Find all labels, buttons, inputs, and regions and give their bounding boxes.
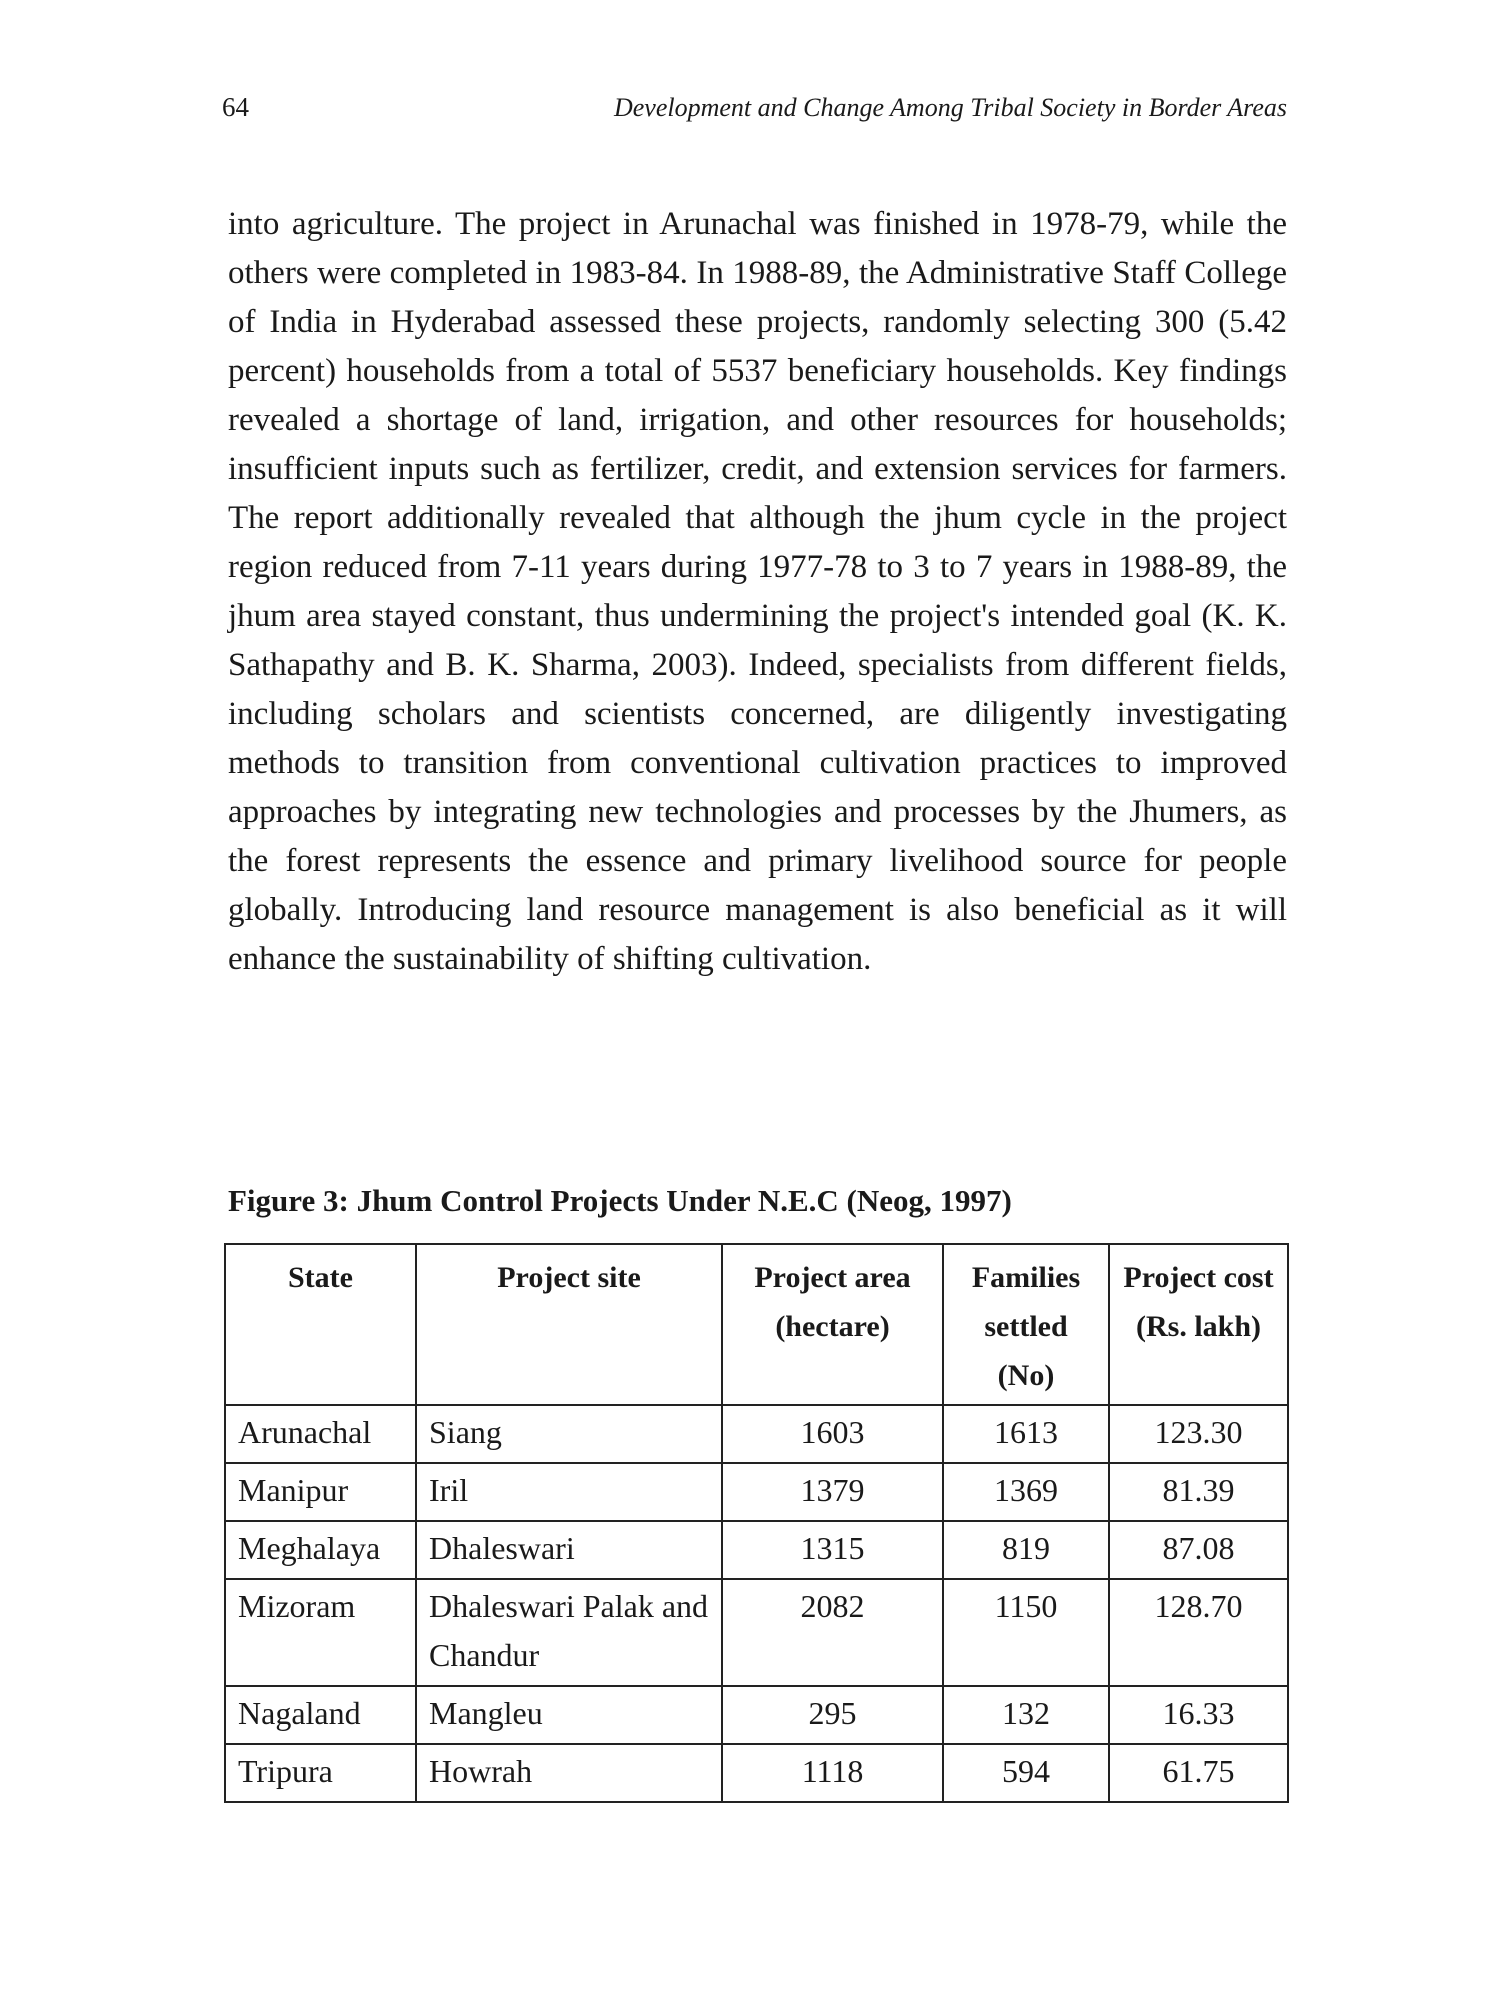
column-header-project-cost: Project cost (Rs. lakh) bbox=[1109, 1244, 1288, 1405]
cell-state: Arunachal bbox=[225, 1405, 416, 1463]
cell-project-site: Dhaleswari bbox=[416, 1521, 722, 1579]
body-paragraph: into agriculture. The project in Arunachal was finished in 1978-79, while the others were completed in 1983-84. In 1988-89, the Administrative Staff College of India in Hyderabad assessed these projects, randomly selecting 300 (5.42 percent) households from a total of 5537 beneficiary households. Key findings revealed a shortage of land, irrigation, and other resources for households; insufficient inputs such as fertilizer, credit, and extension services for farmers. The report additionally revealed that although the jhum cycle in the project region reduced from 7-11 years during 1977-78 to 3 to 7 years in 1988-89, the jhum area stayed constant, thus undermining the project's intended goal (K. K. Sathapathy and B. K. Sharma, 2003). Indeed, specialists from different fields, including scholars and scientists concerned, are diligently investigating methods to transition from conventional cultivation practices to improved approaches by integrating new technologies and processes by the Jhumers, as the forest represents the essence and primary livelihood source for people globally. Introducing land resource management is also beneficial as it will enhance the sustainability of shifting cultivation. bbox=[228, 206, 1287, 977]
cell-project-cost: 87.08 bbox=[1109, 1521, 1288, 1579]
column-header-state: State bbox=[225, 1244, 416, 1405]
table-row bbox=[225, 1686, 1288, 1744]
cell-families-settled: 819 bbox=[943, 1521, 1109, 1579]
table-row bbox=[225, 1463, 1288, 1521]
cell-families-settled: 1150 bbox=[943, 1579, 1109, 1686]
cell-project-cost: 128.70 bbox=[1109, 1579, 1288, 1686]
cell-state: Meghalaya bbox=[225, 1521, 416, 1579]
cell-project-area: 1118 bbox=[722, 1744, 943, 1802]
cell-project-cost: 61.75 bbox=[1109, 1744, 1288, 1802]
cell-project-site: Iril bbox=[416, 1463, 722, 1521]
table-row bbox=[225, 1521, 1288, 1579]
cell-project-area: 1603 bbox=[722, 1405, 943, 1463]
cell-project-cost: 123.30 bbox=[1109, 1405, 1288, 1463]
column-header-project-area: Project area (hectare) bbox=[722, 1244, 943, 1405]
figure-caption: Figure 3: Jhum Control Projects Under N.E.C (Neog, 1997) bbox=[228, 1183, 1012, 1218]
running-head: Development and Change Among Tribal Society in Border Areas bbox=[613, 93, 1287, 122]
page-number: 64 bbox=[222, 92, 249, 122]
cell-families-settled: 1369 bbox=[943, 1463, 1109, 1521]
cell-state: Tripura bbox=[225, 1744, 416, 1802]
table-row bbox=[225, 1405, 1288, 1463]
cell-project-site: Mangleu bbox=[416, 1686, 722, 1744]
jhum-projects-table bbox=[224, 1243, 1289, 1803]
cell-families-settled: 132 bbox=[943, 1686, 1109, 1744]
cell-project-site: Dhaleswari Palak and Chandur bbox=[416, 1579, 722, 1686]
column-header-families-settled: Families settled (No) bbox=[943, 1244, 1109, 1405]
cell-project-area: 1315 bbox=[722, 1521, 943, 1579]
cell-state: Mizoram bbox=[225, 1579, 416, 1686]
table-row bbox=[225, 1744, 1288, 1802]
cell-project-site: Siang bbox=[416, 1405, 722, 1463]
column-header-project-site: Project site bbox=[416, 1244, 722, 1405]
table-row bbox=[225, 1579, 1288, 1686]
cell-state: Nagaland bbox=[225, 1686, 416, 1744]
cell-project-cost: 81.39 bbox=[1109, 1463, 1288, 1521]
table-header-row bbox=[225, 1244, 1288, 1405]
cell-families-settled: 1613 bbox=[943, 1405, 1109, 1463]
cell-project-area: 2082 bbox=[722, 1579, 943, 1686]
cell-project-cost: 16.33 bbox=[1109, 1686, 1288, 1744]
cell-project-area: 295 bbox=[722, 1686, 943, 1744]
cell-families-settled: 594 bbox=[943, 1744, 1109, 1802]
cell-state: Manipur bbox=[225, 1463, 416, 1521]
page-header bbox=[222, 92, 1287, 123]
cell-project-site: Howrah bbox=[416, 1744, 722, 1802]
cell-project-area: 1379 bbox=[722, 1463, 943, 1521]
